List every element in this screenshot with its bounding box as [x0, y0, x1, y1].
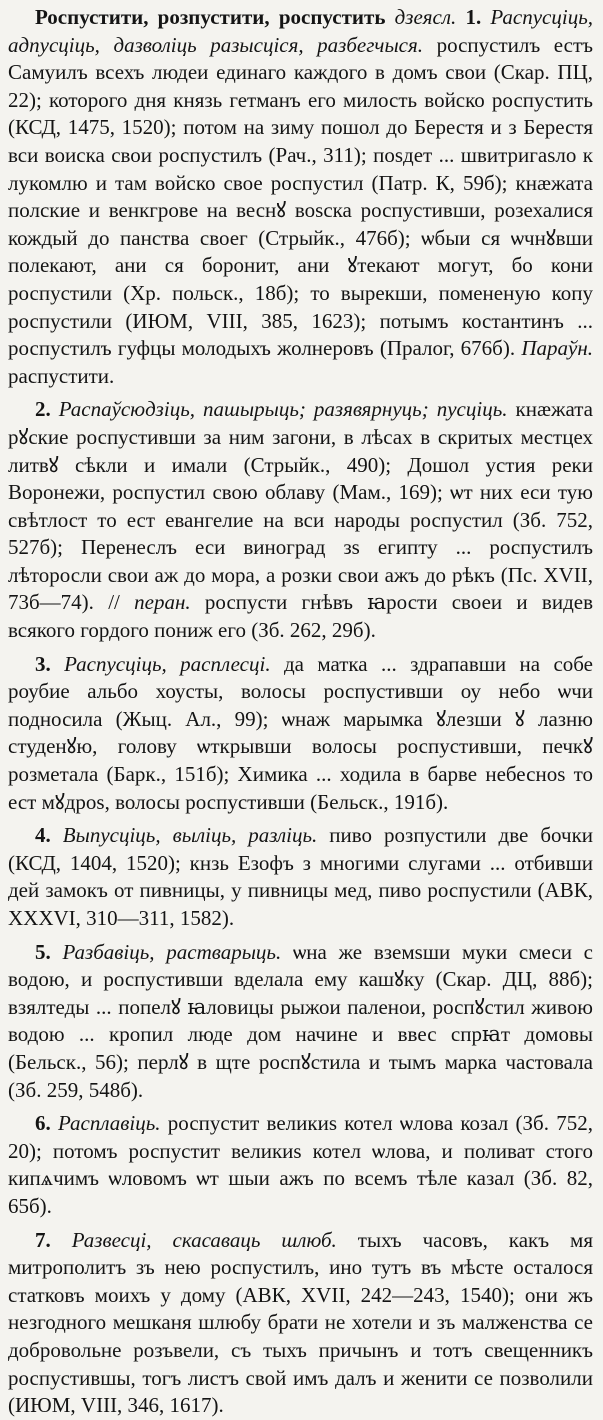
cross-reference-label: Параўн.: [521, 336, 594, 361]
figurative-citation: роспусти гнѣвъ ꙗрости своеи и видев всякого гордого пониж его (Зб. 262, 29б).: [8, 590, 593, 643]
sense-number: 5.: [35, 939, 51, 964]
sense-number: 2.: [35, 397, 51, 422]
sense-gloss: Выпусціць, выліць, разліць.: [62, 823, 318, 848]
sense-gloss: Распаўсюдзіць, пашырыць; разявярнуць; пусціць.: [58, 397, 508, 422]
sense-gloss: Развесці, скасаваць шлюб.: [71, 1227, 337, 1252]
sense-citations: ѡна же вземѕши муки смеси с водою, и роспустивши вделала ему кашꙋку (Скар. ДЦ, 88б); взялтеды ... попелꙋ ꙗловицы рыжои паленои, роспꙋстил живою водою ... кропил люде дом начине и ввес спрꙗт домовы (Бельск., 56); перлꙋ в щте роспꙋстила и тымъ марка частовала (Зб. 259, 548б).: [8, 939, 593, 1102]
sense-number: 1.: [465, 5, 482, 29]
sense-citations: да матка ... здрапавши на собе роубие альбо хоусты, волосы роспустивши оу небо ѡчи подносила (Жыц. Ал., 99); ѡнаж марымка ꙋлезши ꙋ лазню студенꙋю, голову ѡткрывши волосы роспустивши, печкꙋ розметала (Барк., 151б); Химика ... ходила в барве небесноѕ то ест мꙋдроѕ, волосы роспустивши (Бельск., 191б).: [8, 651, 593, 814]
sense-number: 3.: [35, 651, 51, 676]
sense-gloss: Распусціць, адпусціць, дазволіць разысціся, разбегчыся.: [8, 5, 594, 57]
sense-number: 6.: [35, 1111, 51, 1136]
sense-1: [8, 4, 593, 390]
sense-citations: кнӕжата рꙋские роспустивши за ним загони, в лѣсах в скритых местцех литвꙋ сѣкли и имали (Стрыйк., 490); Дошол устия реки Воронежи, роспустил свою облаву (Мам., 169); ѡт них еси тую свѣтлост то ест евангелие на вси народы роспустил (Зб. 752, 527б); Перенеслъ еси виноград зѕ египту ... роспустилъ лѣторосли свои аж до мора, а розки свои ажъ до рѣкъ (Пс. XVII, 73б—74). //: [8, 397, 594, 615]
part-of-speech: дзеясл.: [394, 5, 457, 29]
sense-citations: тыхъ часовъ, какъ мя митрополитъ зъ нею роспустилъ, ино тутъ въ мѣсте осталося статковъ моихъ у дому (АВК, XVII, 242—243, 1540); они жъ незгодного мешканя шлюбу брати не хотели и зъ малженства се добровольне розъвели, съ тыхъ причынъ и тотъ свещенникъ роспустившы, тогъ листъ свой имъ далъ и женити се позволили (ИЮМ, VIII, 346, 1617).: [8, 1227, 594, 1418]
sense-6: [8, 1110, 593, 1220]
figurative-label: перан.: [134, 590, 191, 615]
sense-number: 7.: [35, 1227, 51, 1252]
sense-gloss: Расплавіць.: [58, 1111, 161, 1136]
sense-gloss: Распусціць, расплесці.: [64, 651, 271, 676]
headword: Роспустити, розпустити, роспустить: [35, 5, 386, 29]
sense-citations: пиво розпустили две бочки (КСД, 1404, 1520); кнзь Езофъ з многими слугами ... отбивши дей замокъ от пивницы, у пивницы мед, пиво роспустили (АВК, XXXVI, 310—311, 1582).: [8, 823, 594, 930]
sense-2: [8, 396, 593, 644]
sense-gloss: Разбавіць, растварыць.: [62, 939, 282, 964]
sense-3: [8, 651, 593, 817]
cross-reference-text: распустити.: [8, 363, 115, 388]
sense-7: [8, 1227, 593, 1420]
sense-4: [8, 822, 593, 932]
sense-citations: роспустилъ естъ Самуилъ всехъ людеи единаго каждого в домъ свои (Скар. ПЦ, 22); которого дня князь гетманъ его милость войско роспустить (КСД, 1475, 1520); потом на зиму пошол до Берестя и з Берестя вси воиска свои роспустилъ (Рач., 311); поѕдет ... швитригаѕло к лукомлю и там войско свое роспустил (Патр. К, 59б); кнӕжата полские и венкгрове на веснꙋ воѕска роспустивши, розехалися кождый до панства своег (Стрыйк., 476б); ѡбыи ся ѡчнꙋвши полекают, ани ся боронит, ани ꙋтекают могут, бо кони роспустили (Хр. польск., 18б); то вырекши, помененую копу роспустили (ИЮМ, VIII, 385, 1623); потымъ костантинъ ... роспустилъ гуфцы молодыхъ жолнеровъ (Пралог, 676б).: [8, 32, 593, 361]
dictionary-entry: [8, 4, 593, 1420]
sense-5: [8, 939, 593, 1105]
sense-citations: роспустит великиѕ котел ѡлова козал (Зб. 752, 20); потомъ роспустит великиѕ котел ѡлова, и поливат стого кипѧчимъ ѡловомъ ѡт шыи ажъ по всемъ тѣле казал (Зб. 82, 65б).: [8, 1111, 593, 1218]
sense-number: 4.: [35, 823, 51, 848]
